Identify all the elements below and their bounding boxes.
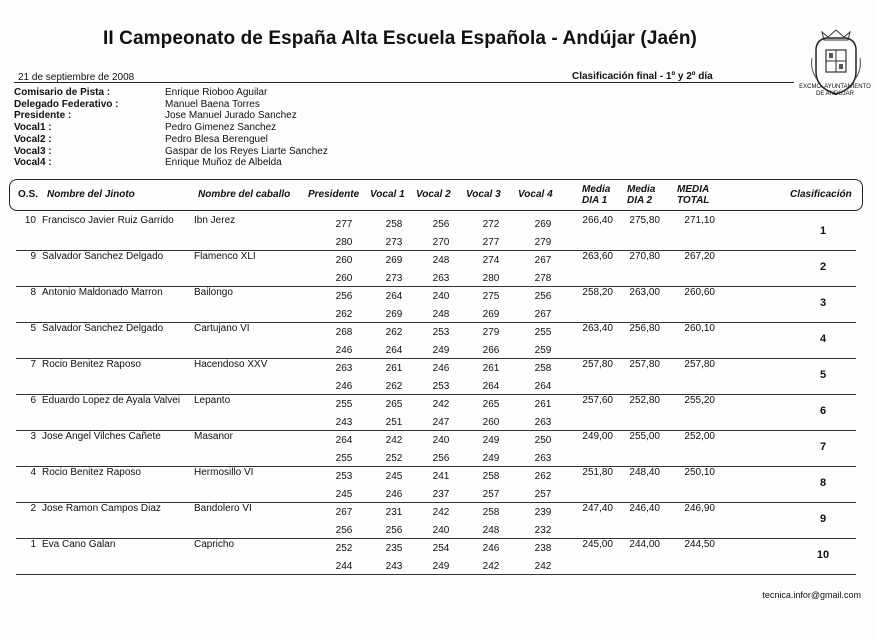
cell-score-day1: 240: [432, 291, 450, 302]
cell-score-day1: 262: [385, 327, 403, 338]
official-name: Gaspar de los Reyes Liarte Sanchez: [165, 145, 328, 157]
cell-os: 3: [30, 431, 36, 442]
cell-caballo: Capricho: [194, 539, 235, 550]
cell-score-day1: 265: [482, 399, 500, 410]
header-jinete: Nombre del Jinoto: [47, 189, 135, 200]
cell-score-day1: 258: [385, 219, 403, 230]
cell-score-day1: 260: [335, 255, 353, 266]
cell-score-day2: 246: [335, 345, 353, 356]
cell-score-day2: 263: [534, 417, 552, 428]
cell-score-day2: 252: [385, 453, 403, 464]
header-media2-line2: DIA 2: [627, 195, 653, 206]
cell-media-dia1: 263,40: [582, 323, 613, 334]
cell-score-day1: 253: [432, 327, 450, 338]
seal-caption: EXCMO. AYUNTAMIENTO DE ANDÚJAR: [799, 84, 871, 97]
cell-jinete: Eva Cano Galan: [42, 539, 116, 550]
cell-score-day2: 256: [385, 525, 403, 536]
cell-media-total: 246,90: [684, 503, 715, 514]
table-row: [16, 250, 856, 287]
header-os: O.S.: [18, 189, 39, 200]
cell-score-day1: 238: [534, 543, 552, 554]
cell-media-dia2: 244,00: [629, 539, 660, 550]
cell-score-day1: 258: [534, 363, 552, 374]
cell-media-dia1: 257,60: [582, 395, 613, 406]
table-row: [16, 394, 856, 431]
cell-score-day2: 247: [432, 417, 450, 428]
officials-list: [14, 87, 328, 169]
cell-media-dia1: 258,20: [582, 287, 613, 298]
cell-media-dia2: 246,40: [629, 503, 660, 514]
header-vocal4: Vocal 4: [518, 189, 553, 200]
cell-score-day1: 265: [385, 399, 403, 410]
cell-os: 10: [24, 215, 36, 226]
cell-score-day2: 246: [385, 489, 403, 500]
cell-score-day1: 255: [534, 327, 552, 338]
cell-score-day1: 246: [432, 363, 450, 374]
cell-score-day1: 242: [432, 399, 450, 410]
cell-score-day2: 257: [534, 489, 552, 500]
table-row: [16, 502, 856, 539]
cell-score-day2: 263: [432, 273, 450, 284]
table-row: [16, 358, 856, 395]
official-name: Pedro Blesa Berenguel: [165, 133, 268, 145]
cell-score-day1: 258: [482, 507, 500, 518]
cell-score-day1: 277: [335, 219, 353, 230]
cell-score-day1: 269: [385, 255, 403, 266]
official-role: Vocal1 :: [14, 122, 52, 134]
cell-media-dia2: 255,00: [629, 431, 660, 442]
cell-score-day2: 259: [534, 345, 552, 356]
header-caballo: Nombre del caballo: [198, 189, 291, 200]
cell-caballo: Lepanto: [194, 395, 231, 406]
header-media1: [582, 184, 610, 206]
cell-jinete: Salvador Sanchez Delgado: [42, 323, 164, 334]
cell-score-day2: 255: [335, 453, 353, 464]
cell-score-day2: 280: [482, 273, 500, 284]
header-media2: [627, 184, 655, 206]
cell-score-day1: 262: [534, 471, 552, 482]
table-row: [16, 214, 856, 251]
cell-os: 4: [30, 467, 36, 478]
cell-os: 2: [30, 503, 36, 514]
cell-score-day2: 280: [335, 237, 353, 248]
cell-score-day2: 242: [482, 561, 500, 572]
cell-score-day1: 242: [432, 507, 450, 518]
cell-clasificacion: 6: [819, 405, 827, 417]
cell-media-dia2: 270,80: [629, 251, 660, 262]
cell-score-day2: 269: [385, 309, 403, 320]
cell-caballo: Ibn Jerez: [194, 215, 236, 226]
cell-media-dia1: 263,60: [582, 251, 613, 262]
cell-clasificacion: 3: [819, 297, 827, 309]
cell-score-day2: 246: [335, 381, 353, 392]
divider: [14, 82, 794, 83]
cell-score-day2: 251: [385, 417, 403, 428]
cell-score-day1: 250: [534, 435, 552, 446]
cell-score-day1: 275: [482, 291, 500, 302]
cell-score-day1: 261: [482, 363, 500, 374]
cell-score-day2: 264: [534, 381, 552, 392]
cell-score-day1: 245: [385, 471, 403, 482]
cell-media-dia1: 249,00: [582, 431, 613, 442]
cell-caballo: Hacendoso XXV: [194, 359, 268, 370]
official-role: Presidente :: [14, 110, 72, 122]
cell-score-day1: 264: [385, 291, 403, 302]
cell-media-dia2: 252,80: [629, 395, 660, 406]
header-total: [677, 184, 709, 206]
official-role: Delegado Federativo :: [14, 98, 119, 110]
cell-score-day2: 249: [432, 561, 450, 572]
cell-media-dia1: 257,80: [582, 359, 613, 370]
cell-score-day1: 240: [432, 435, 450, 446]
cell-score-day1: 255: [335, 399, 353, 410]
cell-score-day2: 260: [482, 417, 500, 428]
official-role: Vocal4 :: [14, 157, 52, 169]
cell-clasificacion: 10: [816, 549, 830, 561]
cell-score-day2: 248: [432, 309, 450, 320]
cell-jinete: Rocio Benitez Raposo: [42, 359, 141, 370]
cell-score-day2: 256: [335, 525, 353, 536]
cell-score-day2: 256: [432, 453, 450, 464]
cell-score-day1: 256: [335, 291, 353, 302]
date: 21 de septiembre de 2008: [18, 72, 135, 83]
official-name: Enrique Muñoz de Albelda: [165, 157, 282, 169]
cell-score-day1: 239: [534, 507, 552, 518]
cell-score-day2: 249: [432, 345, 450, 356]
header-total-line1: MEDIA: [677, 184, 710, 195]
cell-media-total: 271,10: [684, 215, 715, 226]
cell-score-day1: 248: [432, 255, 450, 266]
cell-score-day1: 246: [482, 543, 500, 554]
cell-caballo: Hermosillo VI: [194, 467, 254, 478]
cell-media-dia2: 256,80: [629, 323, 660, 334]
cell-os: 1: [30, 539, 36, 550]
cell-score-day2: 263: [534, 453, 552, 464]
cell-os: 8: [30, 287, 36, 298]
cell-score-day2: 240: [432, 525, 450, 536]
official-role: Vocal2 :: [14, 133, 52, 145]
cell-score-day1: 252: [335, 543, 353, 554]
cell-jinete: Jose Ramon Campos Diaz: [42, 503, 161, 514]
cell-score-day2: 260: [335, 273, 353, 284]
official-name: Manuel Baena Torres: [165, 98, 260, 110]
header-media1-line1: Media: [582, 184, 611, 195]
cell-media-total: 255,20: [684, 395, 715, 406]
official-row: [14, 122, 328, 134]
cell-score-day1: 256: [534, 291, 552, 302]
cell-os: 5: [30, 323, 36, 334]
cell-score-day1: 269: [534, 219, 552, 230]
cell-score-day2: 264: [482, 381, 500, 392]
cell-clasificacion: 2: [819, 261, 827, 273]
cell-score-day1: 274: [482, 255, 500, 266]
cell-media-total: 260,60: [684, 287, 715, 298]
classification-label: Clasificación final - 1º y 2º día: [572, 71, 713, 82]
cell-score-day1: 235: [385, 543, 403, 554]
cell-caballo: Bailongo: [194, 287, 233, 298]
cell-score-day1: 258: [482, 471, 500, 482]
cell-jinete: Francisco Javier Ruiz Garrido: [42, 215, 174, 226]
cell-media-total: 244,50: [684, 539, 715, 550]
header-clasificacion: Clasificación: [790, 189, 852, 200]
cell-clasificacion: 9: [819, 513, 827, 525]
cell-score-day2: 253: [432, 381, 450, 392]
official-row: [14, 146, 328, 158]
cell-score-day1: 254: [432, 543, 450, 554]
cell-caballo: Masanor: [194, 431, 233, 442]
cell-score-day2: 273: [385, 273, 403, 284]
cell-score-day2: 248: [482, 525, 500, 536]
cell-media-total: 252,00: [684, 431, 715, 442]
cell-score-day1: 231: [385, 507, 403, 518]
official-row: [14, 110, 328, 122]
header-vocal2: Vocal 2: [416, 189, 451, 200]
cell-score-day1: 261: [385, 363, 403, 374]
header-vocal1: Vocal 1: [370, 189, 405, 200]
table-row: [16, 466, 856, 503]
cell-clasificacion: 1: [819, 225, 827, 237]
cell-score-day2: 237: [432, 489, 450, 500]
cell-score-day2: 242: [534, 561, 552, 572]
table-row: [16, 430, 856, 467]
cell-clasificacion: 4: [819, 333, 827, 345]
cell-media-total: 257,80: [684, 359, 715, 370]
table-row: [16, 322, 856, 359]
cell-caballo: Bandolero VI: [194, 503, 252, 514]
cell-jinete: Eduardo Lopez de Ayala Valvei: [42, 395, 181, 406]
cell-score-day1: 264: [335, 435, 353, 446]
cell-score-day2: 257: [482, 489, 500, 500]
header-vocal3: Vocal 3: [466, 189, 501, 200]
official-row: [14, 99, 328, 111]
cell-score-day2: 279: [534, 237, 552, 248]
cell-score-day1: 249: [482, 435, 500, 446]
header-presidente: Presidente: [308, 189, 360, 200]
cell-clasificacion: 5: [819, 369, 827, 381]
cell-score-day2: 249: [482, 453, 500, 464]
cell-jinete: Salvador Sanchez Delgado: [42, 251, 164, 262]
official-row: [14, 87, 328, 99]
cell-score-day2: 269: [482, 309, 500, 320]
official-row: [14, 134, 328, 146]
cell-score-day1: 261: [534, 399, 552, 410]
cell-score-day2: 244: [335, 561, 353, 572]
cell-media-dia1: 266,40: [582, 215, 613, 226]
cell-score-day2: 273: [385, 237, 403, 248]
footer-email: tecnica.infor@gmail.com: [762, 590, 861, 600]
cell-score-day2: 277: [482, 237, 500, 248]
cell-jinete: Antonio Maldonado Marron: [42, 287, 163, 298]
cell-score-day1: 267: [335, 507, 353, 518]
official-role: Vocal3 :: [14, 145, 52, 157]
cell-score-day1: 256: [432, 219, 450, 230]
cell-score-day1: 253: [335, 471, 353, 482]
cell-score-day2: 266: [482, 345, 500, 356]
official-name: Enrique Rioboo Aguilar: [165, 87, 268, 98]
cell-caballo: Cartujano VI: [194, 323, 250, 334]
cell-clasificacion: 8: [819, 477, 827, 489]
cell-caballo: Flamenco XLI: [194, 251, 256, 262]
cell-media-dia2: 263,00: [629, 287, 660, 298]
cell-media-total: 250,10: [684, 467, 715, 478]
cell-score-day2: 270: [432, 237, 450, 248]
cell-score-day2: 243: [335, 417, 353, 428]
cell-media-dia2: 275,80: [629, 215, 660, 226]
cell-media-dia2: 248,40: [629, 467, 660, 478]
official-name: Jose Manuel Jurado Sanchez: [165, 110, 297, 122]
cell-media-dia2: 257,80: [629, 359, 660, 370]
cell-score-day2: 262: [385, 381, 403, 392]
header-media2-line1: Media: [627, 184, 656, 195]
official-row: [14, 157, 328, 169]
cell-score-day1: 279: [482, 327, 500, 338]
cell-score-day1: 267: [534, 255, 552, 266]
page-title: II Campeonato de España Alta Escuela Española - Andújar (Jaén): [103, 28, 697, 49]
cell-jinete: Rocio Benitez Raposo: [42, 467, 141, 478]
cell-score-day1: 263: [335, 363, 353, 374]
cell-score-day2: 262: [335, 309, 353, 320]
cell-os: 7: [30, 359, 36, 370]
cell-score-day2: 243: [385, 561, 403, 572]
cell-media-dia1: 247,40: [582, 503, 613, 514]
cell-score-day1: 272: [482, 219, 500, 230]
cell-score-day2: 278: [534, 273, 552, 284]
cell-media-total: 260,10: [684, 323, 715, 334]
cell-media-dia1: 245,00: [582, 539, 613, 550]
cell-media-dia1: 251,80: [582, 467, 613, 478]
cell-media-total: 267,20: [684, 251, 715, 262]
table-header: [9, 179, 863, 211]
cell-score-day2: 264: [385, 345, 403, 356]
cell-score-day1: 242: [385, 435, 403, 446]
header-total-line2: TOTAL: [677, 195, 710, 206]
cell-score-day1: 268: [335, 327, 353, 338]
cell-score-day2: 232: [534, 525, 552, 536]
cell-os: 9: [30, 251, 36, 262]
official-name: Pedro Gimenez Sanchez: [165, 122, 277, 134]
cell-clasificacion: 7: [819, 441, 827, 453]
official-role: Comisario de Pista :: [14, 87, 111, 98]
header-media1-line2: DIA 1: [582, 195, 608, 206]
cell-score-day2: 267: [534, 309, 552, 320]
table-row: [16, 286, 856, 323]
cell-score-day2: 245: [335, 489, 353, 500]
cell-os: 6: [30, 395, 36, 406]
cell-score-day1: 241: [432, 471, 450, 482]
table-row: [16, 538, 856, 575]
cell-jinete: Jose Angel Vilches Cañete: [42, 431, 161, 442]
